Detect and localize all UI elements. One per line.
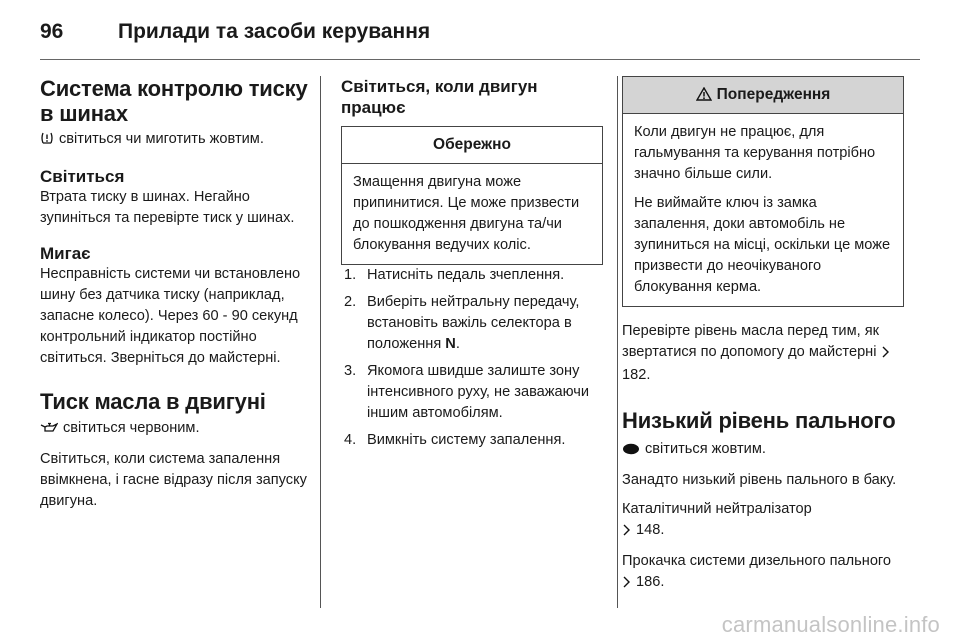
caution-box bbox=[341, 126, 603, 265]
page-reference-icon bbox=[622, 574, 631, 595]
low-fuel-intro-text: світиться жовтим. bbox=[645, 441, 766, 457]
oil-check-text bbox=[622, 321, 904, 386]
column-divider-1 bbox=[320, 76, 321, 608]
step-text-end: . bbox=[455, 336, 460, 352]
caution-text: Змащення двигуна може припинитися. Це може призвести до пошкодження двигуна та/чи блокування ведучих коліс. bbox=[353, 174, 580, 253]
page-reference-icon bbox=[622, 522, 631, 543]
page-title: Прилади та засоби керування bbox=[118, 20, 431, 43]
oil-pressure-intro-text: світиться червоним. bbox=[63, 420, 200, 436]
page-reference-icon bbox=[881, 344, 890, 365]
page-number: 96 bbox=[40, 20, 64, 43]
diesel-bleed-body: Прокачка системи дизельного пального bbox=[622, 553, 892, 569]
warning-text-1: Коли двигун не працює, для гальмування та керування потрібно значно більше сили. bbox=[634, 124, 876, 182]
step-list bbox=[341, 265, 603, 451]
catalyst-body: Каталітичний нейтралізатор bbox=[622, 501, 812, 517]
page-reference[interactable]: 182. bbox=[622, 367, 651, 383]
tire-pressure-title: Система контролю тиску в шинах bbox=[40, 76, 308, 126]
warning-header bbox=[623, 77, 903, 114]
tire-pressure-intro bbox=[40, 129, 308, 152]
step-number: 2. bbox=[344, 294, 357, 310]
warning-text-2: Не виймайте ключ із замка запалення, доки автомобіль не зупиниться на місці, оскільки це може призвести до неочікуваного блокування керма. bbox=[634, 195, 891, 295]
step-text: Виберіть нейтральну передачу, встановіть важіль селектора в положення bbox=[367, 294, 580, 352]
step-number: 1. bbox=[344, 267, 357, 283]
step-text: Вимкніть систему запалення. bbox=[367, 432, 566, 448]
blink-heading: Мигає bbox=[40, 244, 91, 263]
page-reference[interactable]: 148. bbox=[636, 522, 665, 538]
column-1 bbox=[40, 76, 308, 512]
warning-title: Попередження bbox=[716, 86, 831, 103]
header-rule bbox=[40, 59, 920, 60]
warning-box bbox=[622, 76, 904, 307]
page-reference[interactable]: 186. bbox=[636, 574, 665, 590]
page-header bbox=[40, 20, 920, 46]
column-3 bbox=[622, 76, 904, 595]
oil-pressure-intro bbox=[40, 418, 308, 441]
gear-neutral-label: N bbox=[445, 336, 456, 352]
step-number: 3. bbox=[344, 363, 357, 379]
step-text: Якомога швидше залиште зону інтенсивного руху, не заважаючи іншим автомобілям. bbox=[367, 363, 590, 421]
tire-pressure-icon bbox=[40, 131, 54, 152]
column-divider-2 bbox=[617, 76, 618, 608]
low-fuel-text: Занадто низький рівень пального в баку. bbox=[622, 472, 897, 488]
catalyst-text bbox=[622, 499, 904, 543]
tire-pressure-intro-text: світиться чи миготить жовтим. bbox=[59, 131, 264, 147]
list-item bbox=[341, 292, 603, 355]
lit-text: Втрата тиску в шинах. Негайно зупиніться та перевірте тиск у шинах. bbox=[40, 189, 295, 226]
caution-title: Обережно bbox=[342, 127, 602, 164]
oil-check-body: Перевірте рівень масла перед тим, як звертатися по допомогу до майстерні bbox=[622, 323, 881, 360]
watermark: carmanualsonline.info bbox=[721, 612, 940, 637]
step-number: 4. bbox=[344, 432, 357, 448]
diesel-bleed-text bbox=[622, 551, 904, 595]
step-text: Натисніть педаль зчеплення. bbox=[367, 267, 565, 283]
low-fuel-intro bbox=[622, 439, 904, 462]
list-item bbox=[341, 361, 603, 424]
blink-text: Несправність системи чи встановлено шину без датчика тиску (наприклад, запасне колесо). Через 60 - 90 секунд контрольний індикатор постійно світиться. Зверніться до майстерні. bbox=[40, 266, 301, 366]
fuel-indicator-icon bbox=[622, 441, 640, 462]
column-2 bbox=[341, 76, 603, 457]
lit-heading: Світиться bbox=[40, 167, 125, 186]
oil-can-icon bbox=[40, 420, 58, 441]
oil-pressure-text: Світиться, коли система запалення ввімкнена, і гасне відразу після запуску двигуна. bbox=[40, 451, 307, 509]
warning-triangle-icon bbox=[696, 79, 712, 115]
list-item bbox=[341, 265, 603, 286]
oil-pressure-title: Тиск масла в двигуні bbox=[40, 389, 266, 414]
list-item bbox=[341, 430, 603, 451]
engine-running-heading: Світиться, коли двигун працює bbox=[341, 77, 538, 117]
low-fuel-title: Низький рівень пального bbox=[622, 408, 896, 433]
